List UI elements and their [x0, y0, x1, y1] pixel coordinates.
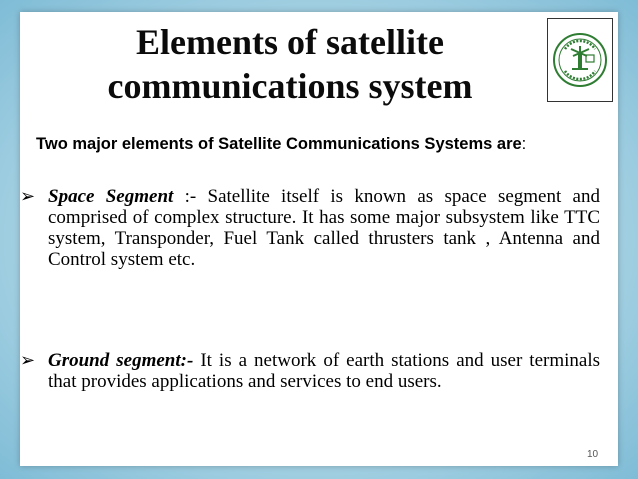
subtitle-text: Two major elements of Satellite Communications Systems are [36, 135, 522, 153]
page-number: 10 [587, 449, 599, 460]
bullet-term: Space Segment [48, 186, 174, 207]
bullet-text: It is a network of earth stations and user terminals that provides applications and services to end users. [48, 350, 600, 392]
bullet-space-segment [20, 186, 600, 270]
subtitle [36, 135, 616, 154]
title-line-2: communications system [107, 66, 473, 106]
arrow-bullet-icon: ➢ [20, 350, 36, 370]
emblem-graphic [551, 23, 609, 97]
slide [20, 12, 618, 466]
university-emblem-icon [547, 18, 613, 102]
arrow-bullet-icon: ➢ [20, 186, 36, 206]
subtitle-colon: : [521, 135, 527, 153]
bullet-separator: :- [173, 186, 208, 207]
bullet-ground-segment [20, 350, 600, 392]
bullet-text: Satellite itself is known as space segment and comprised of complex structure. It has some major subsystem like TTC system, Transponder, Fuel Tank called thrusters tank , Antenna and Control system etc. [48, 186, 600, 270]
bullet-term: Ground segment:- [48, 350, 194, 371]
title-line-1: Elements of satellite [136, 22, 444, 62]
slide-title [20, 20, 560, 108]
bullet-body [48, 350, 600, 392]
bullet-body [48, 186, 600, 270]
